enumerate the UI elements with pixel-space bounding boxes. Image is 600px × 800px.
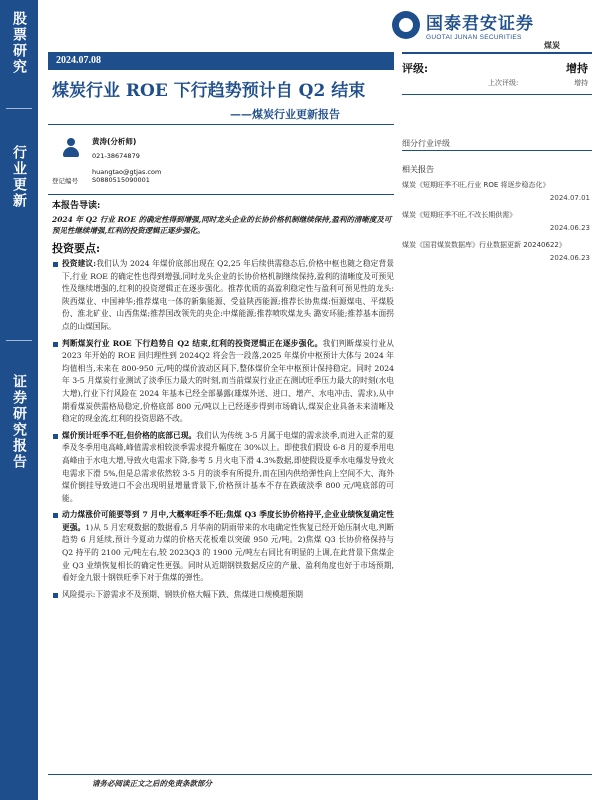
disclaimer-footer: 请务必阅读正文之后的免责条款部分 [92, 779, 212, 788]
key-point-text: 我们认为 2024 年煤价底部出现在 Q2,25 年后续供需稳态后,价格中枢也随之稳定背景下,行业 ROE 的确定性也得到增强,同时龙头企业的长协价格机制继续保持,盈利的清晰度及可预见性及继续增强的,红利的投资逻辑正在逐步强化。推荐优质的高盈利稳定性与盈利可预见性的龙头:陕西煤业、中国神华;推荐煤电一体的新集能源、受益陕西能源;推荐长协焦煤:恒源煤电、平煤股份、淮北矿业、山西焦煤;推荐国改领先的央企:中煤能源;推荐喷吹煤龙头 潞安环能;推荐基本面拐点的山煤国际。 [62, 259, 394, 331]
key-point [52, 338, 394, 426]
analyst-divider [48, 194, 394, 195]
sidebar-divider [6, 340, 32, 341]
left-sidebar [0, 0, 38, 800]
guide-text: 2024 年 Q2 行业 ROE 的确定性得到增强,同时龙头企业的长协价格机制继续保持,盈利的清晰度及可预见性继续增强,红利的投资逻辑正逐步强化。 [52, 215, 392, 235]
report-date: 2024.07.08 [48, 52, 394, 70]
related-report-date: 2024.07.01 [549, 194, 590, 202]
key-point [52, 430, 394, 506]
report-subtitle: ——煤炭行业更新报告 [230, 108, 340, 121]
industry-tag: 煤炭 [544, 41, 560, 50]
related-report-item[interactable] [402, 210, 590, 234]
related-report-text: 煤炭《短期旺季不旺,行业 ROE 将逐步稳态化》 [402, 181, 550, 189]
company-logo [392, 8, 592, 42]
key-point-lead: 动力煤涨价可能要等到 7 月中,大概率旺季不旺;焦煤 Q3 季度长协价格持平,企业业绩恢复确定性更强。 [62, 510, 394, 532]
key-point-lead: 投资建议: [62, 259, 97, 268]
key-points-list [52, 258, 394, 605]
analyst-license-label: 登记编号 [52, 177, 78, 185]
key-points-title: 投资要点: [52, 242, 101, 255]
analyst-phone: 021-38674879 [92, 152, 140, 160]
related-report-text: 煤炭《短期旺季不旺,不改长期供需》 [402, 211, 517, 219]
analyst-license-number: S0880515090001 [92, 176, 150, 184]
footer-divider [48, 774, 592, 775]
key-point-lead: 煤价预计旺季不旺,但价格的底部已现。 [62, 430, 197, 440]
related-report-text: 煤炭《国君煤炭数据库》行业数据更新 20240622》 [402, 241, 566, 249]
key-point [52, 258, 394, 334]
analyst-avatar-icon [62, 138, 80, 160]
logo-emblem-icon [392, 11, 420, 39]
rating-box [402, 52, 592, 94]
report-title: 煤炭行业 ROE 下行趋势预计自 Q2 结束 [52, 81, 366, 101]
previous-rating-value: 增持 [574, 79, 588, 87]
analyst-email[interactable]: huangtao@gtjas.com [92, 168, 162, 176]
key-point-text: 我们判断煤炭行业从 2023 年开始的 ROE 回归理性到 2024Q2 将会告一段落,2025 年煤价中枢预计大体与 2024 年均值相当,未来在 800-950 元/吨的煤价波动区间下,整体煤价全年中枢预计保持稳定。同时 2024 年 3-5 月煤炭行业测试了淡季压力最大的时刻,而当前煤炭行业正在测试旺季压力最大的时刻(水电大增),行业下行风险在 2024 年基本已经全部暴露(雄煤外送、进口、增产、水电冲击、需求),从中期看煤炭供需格局稳定,价格底部 800 元/吨以上已经逐步得到市场确认,煤炭企业具备未来清晰及稳定的现金流,红利的投资思路不改。 [62, 338, 394, 424]
related-report-item[interactable] [402, 180, 590, 204]
key-point [52, 509, 394, 585]
related-report-date: 2024.06.23 [549, 224, 590, 232]
rating-value: 增持 [566, 62, 588, 75]
key-point-lead: 判断煤炭行业 ROE 下行趋势自 Q2 结束,红利的投资逻辑正在逐步强化。 [62, 338, 323, 348]
previous-rating-label: 上次评级: [488, 79, 519, 87]
sidebar-label-securities-report: 证券研究报告 [11, 374, 27, 470]
title-divider [48, 124, 394, 125]
key-point-text: 1)从 5 月宏观数据的数据看,5 月华南的阴雨带来的水电确定性恢复已经开始压制火电,判断趋势 6 月延续,预计今夏动力煤的价格天花板难以突破 950 元/吨。2)焦煤 Q3 长协价格保持与 Q2 持平的 2100 元/吨左右,较 2023Q3 的 1900 元/吨左右同比有明显的上调,在此背景下焦煤企业 Q3 业绩恢复相长的确定性更强。同时从近期钢铁数据反应的产量、盈利角度也好于市场预期,看好金九银十钢铁旺季下对于焦煤的弹性。 [62, 522, 394, 583]
key-point-text: 风险提示:下游需求不及预期、钢铁价格大幅下跌、焦煤进口规模超预期 [62, 589, 303, 599]
rating-label: 评级: [402, 62, 429, 75]
sub-rating-divider [402, 150, 592, 151]
rating-divider [402, 94, 592, 95]
guide-title: 本报告导读: [52, 201, 101, 211]
risk-warning [52, 589, 394, 602]
analyst-name: 黄涛(分析师) [92, 137, 137, 146]
related-report-date: 2024.06.23 [549, 254, 590, 262]
logo-name-cn: 国泰君安证券 [426, 14, 534, 34]
sidebar-label-industry-update: 行业更新 [11, 145, 27, 209]
key-point-text: 我们认为传统 3-5 月属于电煤的需求淡季,而进入正常的夏季及冬季用电高峰,峰值需求相较淡季需求提升幅度在 30%以上。即使我们假设 6-8 月的夏季用电高峰由于水电大增,导致火电需求下降,参考 5 月火电下滑 4.3%数据,即使假设夏季水电爆发导致火电需求下滑 5%,但是总需求依然较 3-5 月的淡季有所提升,而在国内供给弹性向上空间不大、海外煤价倒挂导致进口不会出现明显增量背景下,价格预计基本不存在跌破淡季 800 元/吨底部的可能。 [62, 430, 394, 503]
report-guide [52, 198, 394, 236]
related-reports-list [402, 180, 590, 270]
logo-name-en: GUOTAI JUNAN SECURITIES [426, 34, 522, 41]
sidebar-label-stock-research: 股票研究 [11, 11, 27, 75]
related-reports-title: 相关报告 [402, 165, 434, 174]
sidebar-divider [6, 108, 32, 109]
related-report-item[interactable] [402, 240, 590, 264]
sub-industry-rating-label: 细分行业评级 [402, 139, 450, 148]
